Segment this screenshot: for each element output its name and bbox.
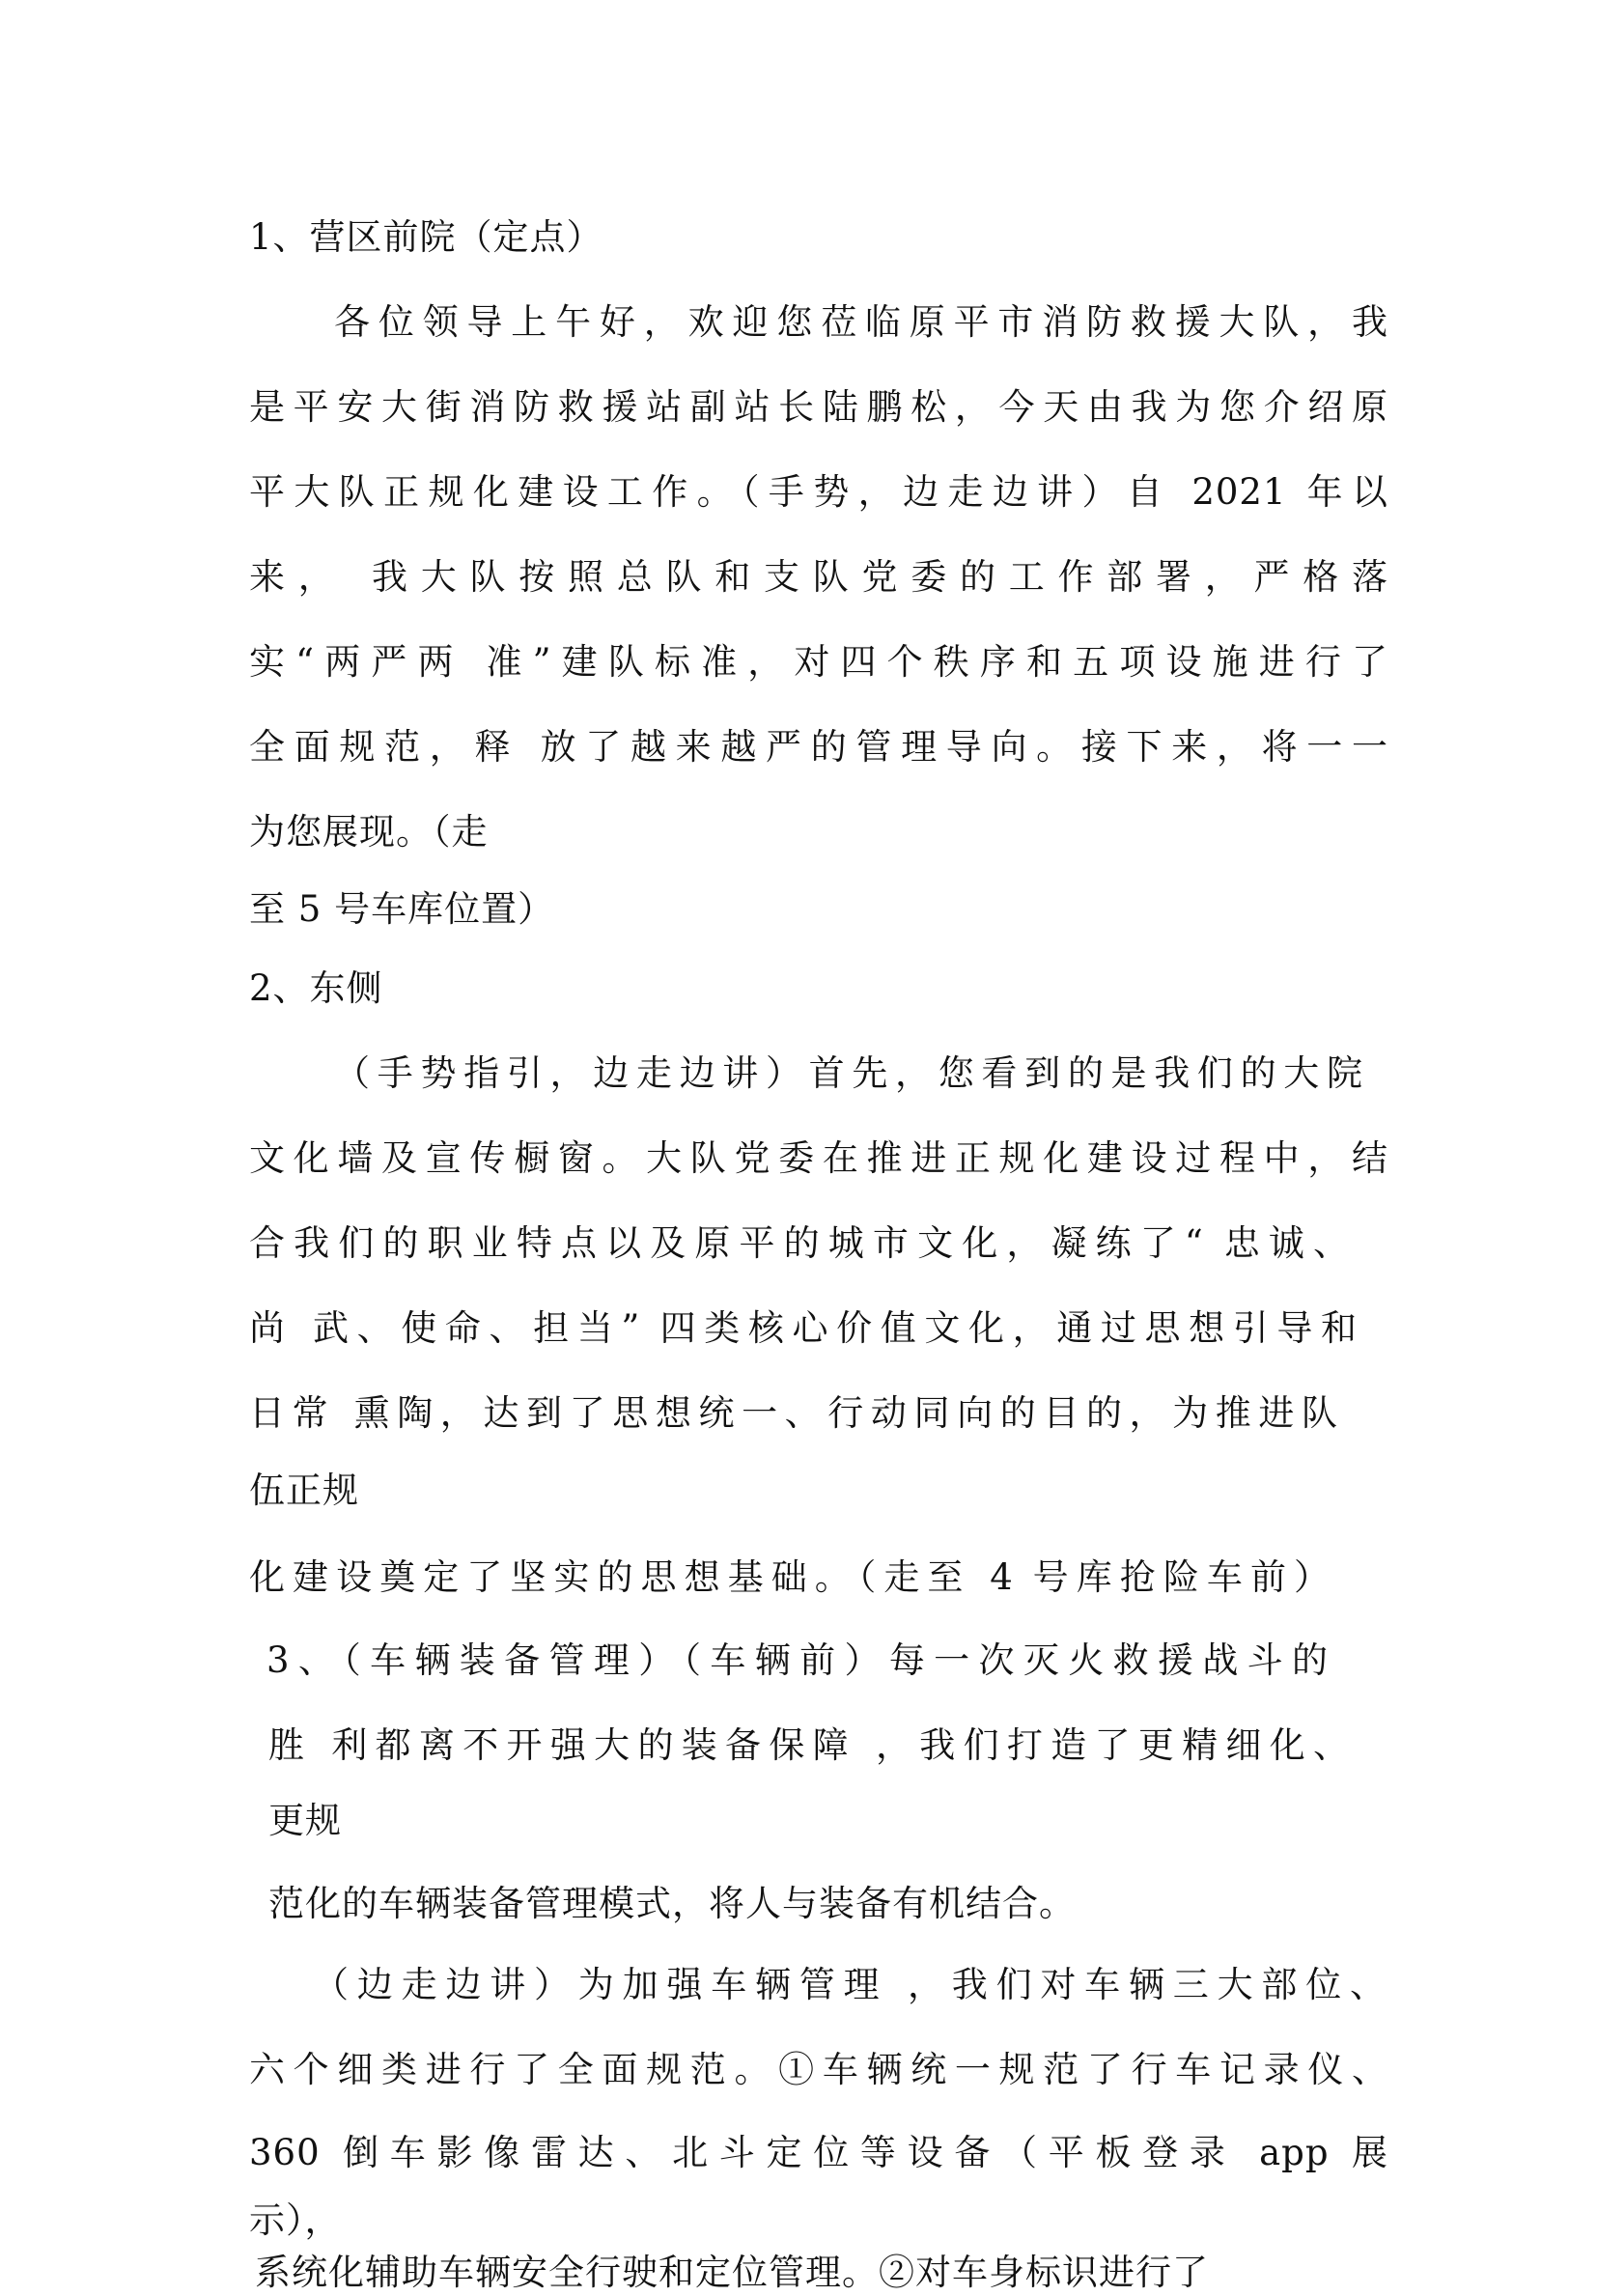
section-heading-front-yard: 1、营区前院（定点） (249, 216, 603, 258)
section-heading-east-side: 2、东侧 (249, 967, 383, 1009)
paragraph-line: 实“两严两 准”建队标准，对四个秩序和五项设施进行了 (249, 641, 1388, 683)
paragraph-line: 日常 熏陶，达到了思想统一、行动同向的目的，为推进队 (249, 1392, 1338, 1434)
paragraph-line: 来， 我大队按照总队和支队党委的工作部署，严格落 (249, 556, 1388, 598)
paragraph-line: 更规 (268, 1800, 342, 1841)
paragraph-line: 化建设奠定了坚实的思想基础。（走至 4 号库抢险车前） (249, 1556, 1331, 1598)
paragraph-line: 伍正规 (249, 1470, 359, 1511)
paragraph-line: 各位领导上午好，欢迎您莅临原平市消防救援大队，我 (334, 301, 1388, 343)
paragraph-line: 平大队正规化建设工作。（手势，边走边讲）自 2021 年以 (249, 471, 1388, 513)
paragraph-line: 合我们的职业特点以及原平的城市文化，凝练了“ 忠诚、 (249, 1222, 1350, 1264)
paragraph-line: （边走边讲）为加强车辆管理 ，我们对车辆三大部位、 (313, 1964, 1387, 2005)
paragraph-line: 六个细类进行了全面规范。①车辆统一规范了行车记录仪、 (249, 2049, 1388, 2090)
paragraph-line: 系统化辅助车辆安全行驶和定位管理。②对车身标识进行了 (255, 2252, 1209, 2293)
paragraph-line: （手势指引，边走边讲）首先，您看到的是我们的大院 (334, 1052, 1363, 1094)
paragraph-line: 全面规范，释 放了越来越严的管理导向。接下来，将一一 (249, 726, 1388, 768)
paragraph-line: 是平安大街消防救援站副站长陆鹏松，今天由我为您介绍原 (249, 386, 1388, 428)
section-heading-vehicle-equipment: 3、（车辆装备管理）（车辆前）每一次灭火救援战斗的 (266, 1639, 1329, 1681)
paragraph-line: 文化墙及宣传橱窗。大队党委在推进正规化建设过程中，结 (249, 1137, 1388, 1179)
paragraph-line: 范化的车辆装备管理模式，将人与装备有机结合。 (268, 1883, 1076, 1924)
paragraph-line: 为您展现。（走 (249, 811, 489, 853)
paragraph-line: 至 5 号车库位置） (249, 888, 555, 930)
paragraph-line: 胜 利都离不开强大的装备保障 ，我们打造了更精细化、 (268, 1724, 1350, 1766)
paragraph-line: 尚 武、使命、担当” 四类核心价值文化，通过思想引导和 (249, 1307, 1358, 1349)
paragraph-line: 示）， (249, 2199, 342, 2241)
paragraph-line: 360 倒车影像雷达、北斗定位等设备（平板登录 app 展 (249, 2132, 1388, 2173)
